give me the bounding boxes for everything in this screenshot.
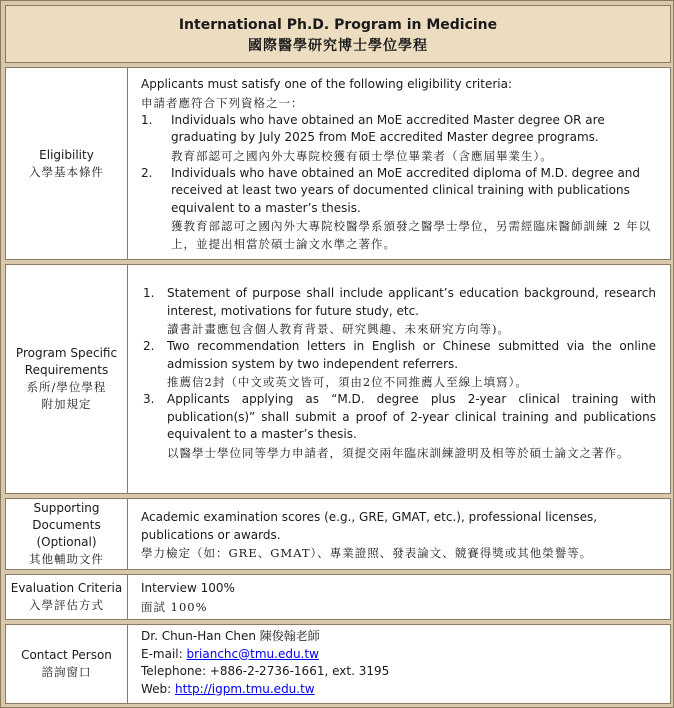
item-text-zh: 獲教育部認可之國內外大專院校醫學系頒發之醫學士學位，另需經臨床醫師訓練 2 年以上，並提出相當於碩士論文水準之著作。 — [171, 219, 652, 251]
supporting-text-en: Academic examination scores (e.g., GRE, GMAT, etc.), professional licenses, publications or awards. — [141, 510, 598, 542]
item-number: 2. — [143, 339, 155, 353]
evaluation-text-en: Interview 100% — [141, 581, 235, 595]
contact-name: Dr. Chun-Han Chen 陳俊翰老師 — [141, 629, 320, 643]
program-label-zh-2: 附加規定 — [41, 397, 92, 411]
evaluation-label-en: Evaluation Criteria — [10, 581, 123, 595]
title-chinese: 國際醫學研究博士學位學程 — [248, 38, 428, 54]
evaluation-criteria-label — [6, 575, 128, 619]
supporting-text-zh: 學力檢定（如：GRE、GMAT）、專業證照、發表論文、競賽得獎或其他榮譽等。 — [141, 546, 593, 560]
program-requirements-row — [5, 264, 671, 494]
eligibility-content — [128, 68, 670, 259]
eligibility-item — [141, 165, 660, 254]
program-requirements-list — [141, 285, 656, 462]
evaluation-criteria-content — [128, 575, 670, 619]
contact-web-line — [141, 681, 660, 699]
item-text-en: Applicants applying as “M.D. degree plus 2-year clinical training with publication(s)” shall submit a proof of 2-year clinical training and publications equivalent to a master’s thesis. — [167, 392, 656, 441]
eligibility-intro-zh: 申請者應符合下列資格之一： — [141, 95, 304, 110]
contact-label-zh: 諮詢窗口 — [41, 665, 92, 679]
contact-person-row — [5, 624, 671, 704]
eligibility-intro-en: Applicants must satisfy one of the following eligibility criteria: — [141, 77, 512, 91]
evaluation-criteria-row — [5, 574, 671, 620]
email-link[interactable]: brianchc@tmu.edu.tw — [186, 646, 319, 661]
requirement-item — [141, 391, 656, 462]
contact-email-line — [141, 646, 660, 664]
item-number: 1. — [141, 112, 153, 127]
contact-person-label — [6, 625, 128, 703]
item-text-zh: 以醫學士學位同等學力申請者，須提交兩年臨床訓練證明及相等於碩士論文之著作。 — [167, 445, 630, 460]
contact-person-content — [128, 625, 670, 703]
item-number: 1. — [143, 286, 155, 300]
eligibility-label — [6, 68, 128, 259]
eligibility-list — [141, 112, 660, 254]
program-requirements-content — [128, 265, 670, 493]
contact-phone: Telephone: +886-2-2736-1661, ext. 3195 — [141, 664, 390, 678]
contact-label-en: Contact Person — [21, 648, 112, 662]
item-text-zh: 教育部認可之國內外大專院校獲有碩士學位畢業者（含應屆畢業生）。 — [171, 148, 553, 163]
item-number: 2. — [141, 165, 153, 180]
title-english: International Ph.D. Program in Medicine — [178, 17, 498, 33]
supporting-documents-row — [5, 498, 671, 570]
item-number: 3. — [143, 392, 155, 406]
evaluation-label-zh: 入學評估方式 — [29, 598, 104, 612]
item-text-zh: 推薦信2封（中文或英文皆可，須由2位不同推薦人至線上填寫）。 — [167, 375, 528, 389]
web-prefix: Web: — [141, 681, 176, 696]
item-text-en: Two recommendation letters in English or Chinese submitted via the online admission system by two independent referrers. — [167, 339, 656, 371]
eligibility-item — [141, 112, 660, 165]
item-text-en: Statement of purpose shall include applicant’s education background, research interest, motivations for future study, etc. — [167, 286, 656, 318]
program-label-en: Program Specific Requirements — [15, 346, 118, 377]
supporting-label-zh: 其他輔助文件 — [29, 552, 104, 566]
program-label-zh-1: 系所/學位學程 — [26, 380, 107, 394]
requirement-item — [141, 338, 656, 391]
supporting-documents-content — [128, 499, 670, 569]
web-link[interactable]: http://igpm.tmu.edu.tw — [175, 681, 315, 696]
title-header — [5, 5, 671, 63]
supporting-label-en: Supporting Documents (Optional) — [32, 501, 101, 549]
evaluation-text-zh: 面試 100% — [141, 599, 208, 614]
item-text-en: Individuals who have obtained an MoE accredited Master degree OR are graduating by July 2025 from MoE accredited Master degree programs. — [171, 112, 605, 144]
eligibility-label-en: Eligibility — [39, 147, 94, 162]
requirement-item — [141, 285, 656, 338]
email-prefix: E-mail: — [141, 646, 187, 661]
supporting-documents-label — [6, 499, 128, 569]
eligibility-label-zh: 入學基本條件 — [29, 164, 104, 179]
item-text-en: Individuals who have obtained an MoE accredited diploma of M.D. degree and received at least two years of documented clinical training with publications equivalent to a master’s thesis. — [171, 165, 641, 215]
item-text-zh: 讀書計畫應包含個人教育背景、研究興趣、未來研究方向等)。 — [167, 322, 510, 336]
program-requirements-label — [6, 265, 128, 493]
eligibility-row — [5, 67, 671, 260]
